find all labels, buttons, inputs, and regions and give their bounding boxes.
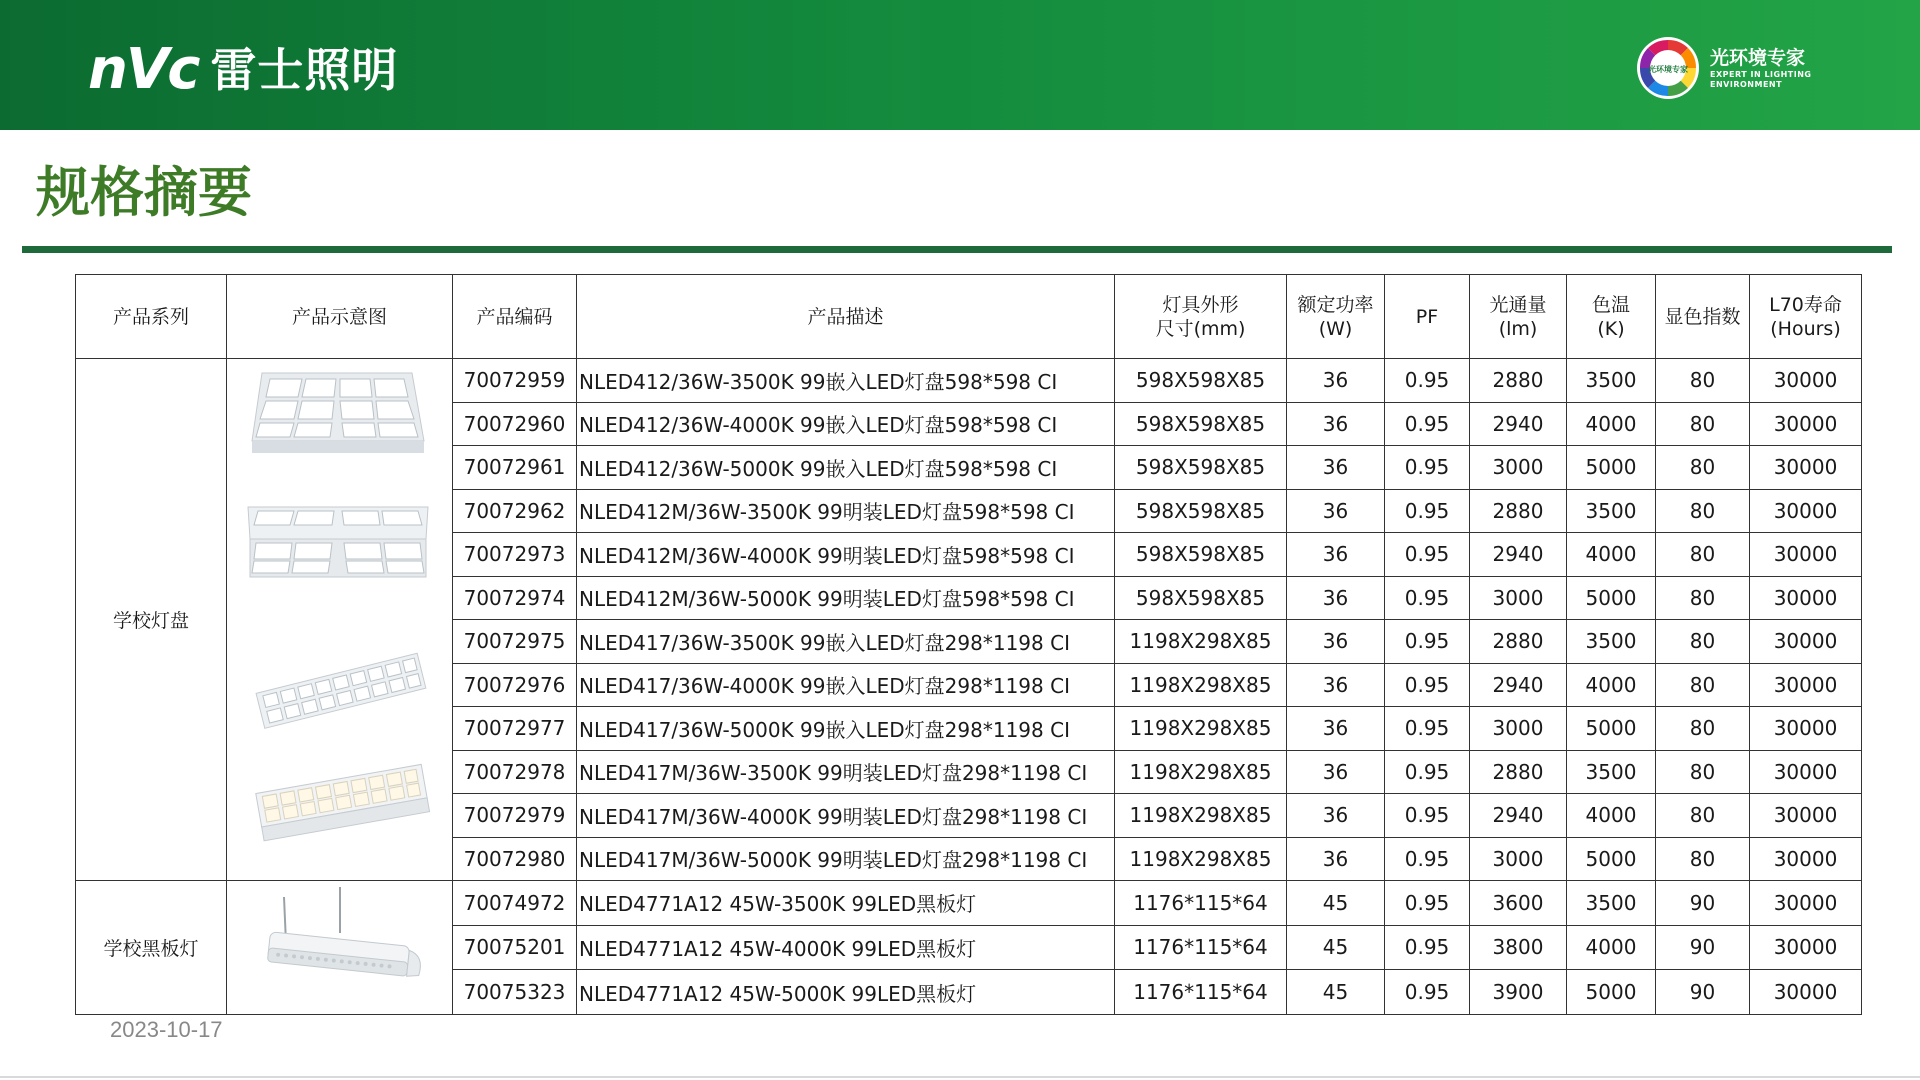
cell-description: NLED4771A12 45W-3500K 99LED黑板灯 — [577, 881, 1115, 926]
cell-dimensions: 1176*115*64 — [1115, 881, 1287, 926]
cell-life: 30000 — [1750, 620, 1862, 664]
expert-en-line1: EXPERT IN LIGHTING — [1710, 70, 1812, 79]
cell-description: NLED412M/36W-4000K 99明装LED灯盘598*598 CI — [577, 533, 1115, 577]
cell-series: 学校灯盘 — [76, 359, 227, 881]
cell-life: 30000 — [1750, 794, 1862, 838]
cell-flux: 3000 — [1470, 707, 1567, 751]
cell-flux: 2940 — [1470, 794, 1567, 838]
cell-code: 70072977 — [453, 707, 577, 751]
cell-cct: 3500 — [1567, 489, 1656, 533]
cell-cct: 4000 — [1567, 925, 1656, 970]
bottom-divider — [0, 1076, 1920, 1078]
cell-dimensions: 1176*115*64 — [1115, 970, 1287, 1015]
cell-cct: 4000 — [1567, 794, 1656, 838]
cell-code: 70072976 — [453, 663, 577, 707]
cell-dimensions: 1198X298X85 — [1115, 837, 1287, 881]
cell-life: 30000 — [1750, 707, 1862, 751]
table-row — [76, 359, 1862, 403]
title-divider — [22, 246, 1892, 253]
product-images-panels — [227, 359, 452, 880]
cell-cri: 90 — [1656, 970, 1750, 1015]
cell-power: 36 — [1287, 663, 1385, 707]
cell-description: NLED412/36W-3500K 99嵌入LED灯盘598*598 CI — [577, 359, 1115, 403]
cell-life: 30000 — [1750, 489, 1862, 533]
cell-power: 45 — [1287, 970, 1385, 1015]
cell-life: 30000 — [1750, 402, 1862, 446]
cell-life: 30000 — [1750, 533, 1862, 577]
cell-pf: 0.95 — [1385, 489, 1470, 533]
cell-cri: 80 — [1656, 620, 1750, 664]
cell-dimensions: 1198X298X85 — [1115, 794, 1287, 838]
cell-flux: 3600 — [1470, 881, 1567, 926]
footer-date: 2023-10-17 — [110, 1017, 223, 1042]
header-description: 产品描述 — [577, 275, 1115, 359]
cell-pf: 0.95 — [1385, 446, 1470, 490]
cell-dimensions: 1198X298X85 — [1115, 750, 1287, 794]
cell-description: NLED412/36W-5000K 99嵌入LED灯盘598*598 CI — [577, 446, 1115, 490]
cell-life: 30000 — [1750, 446, 1862, 490]
cell-cct: 5000 — [1567, 446, 1656, 490]
cell-life: 30000 — [1750, 359, 1862, 403]
cell-life: 30000 — [1750, 837, 1862, 881]
cell-pf: 0.95 — [1385, 750, 1470, 794]
cell-description: NLED417/36W-4000K 99嵌入LED灯盘298*1198 CI — [577, 663, 1115, 707]
cell-pf: 0.95 — [1385, 881, 1470, 926]
cell-flux: 3000 — [1470, 446, 1567, 490]
cell-cct: 5000 — [1567, 970, 1656, 1015]
header-power: 额定功率 (W) — [1287, 275, 1385, 359]
cell-pf: 0.95 — [1385, 837, 1470, 881]
cell-power: 36 — [1287, 446, 1385, 490]
cell-power: 36 — [1287, 489, 1385, 533]
cell-code: 70075323 — [453, 970, 577, 1015]
header-image: 产品示意图 — [227, 275, 453, 359]
brand-name: 雷士照明 — [210, 43, 399, 97]
cell-description: NLED412M/36W-3500K 99明装LED灯盘598*598 CI — [577, 489, 1115, 533]
cell-code: 70072962 — [453, 489, 577, 533]
cell-pf: 0.95 — [1385, 359, 1470, 403]
cell-cct: 3500 — [1567, 359, 1656, 403]
cell-code: 70072973 — [453, 533, 577, 577]
header-series: 产品系列 — [76, 275, 227, 359]
cell-cct: 4000 — [1567, 663, 1656, 707]
cell-flux: 3000 — [1470, 837, 1567, 881]
cell-pf: 0.95 — [1385, 533, 1470, 577]
nvc-logo: nVc — [88, 37, 199, 102]
cell-cct: 4000 — [1567, 402, 1656, 446]
cell-cri: 80 — [1656, 663, 1750, 707]
cell-cri: 80 — [1656, 750, 1750, 794]
cell-life: 30000 — [1750, 881, 1862, 926]
cell-cct: 4000 — [1567, 533, 1656, 577]
cell-flux: 2940 — [1470, 402, 1567, 446]
cell-cri: 80 — [1656, 402, 1750, 446]
cell-power: 36 — [1287, 794, 1385, 838]
cell-cct: 5000 — [1567, 576, 1656, 620]
cell-code: 70072959 — [453, 359, 577, 403]
cell-power: 36 — [1287, 620, 1385, 664]
cell-pf: 0.95 — [1385, 925, 1470, 970]
cell-life: 30000 — [1750, 925, 1862, 970]
panel-light-images — [228, 359, 452, 875]
long-panel-image — [256, 653, 426, 728]
cell-power: 36 — [1287, 750, 1385, 794]
long-surface-panel-image — [255, 764, 429, 840]
cell-pf: 0.95 — [1385, 663, 1470, 707]
cell-code: 70072978 — [453, 750, 577, 794]
cell-dimensions: 598X598X85 — [1115, 446, 1287, 490]
cell-cri: 80 — [1656, 837, 1750, 881]
cell-dimensions: 1176*115*64 — [1115, 925, 1287, 970]
cell-dimensions: 598X598X85 — [1115, 576, 1287, 620]
cell-power: 36 — [1287, 707, 1385, 751]
product-image-blackboard — [227, 881, 452, 1014]
cell-description: NLED417/36W-5000K 99嵌入LED灯盘298*1198 CI — [577, 707, 1115, 751]
expert-cn-label: 光环境专家 — [1710, 47, 1806, 69]
cell-life: 30000 — [1750, 663, 1862, 707]
cell-code: 70072980 — [453, 837, 577, 881]
header-cri: 显色指数 — [1656, 275, 1750, 359]
table-header-row — [76, 275, 1862, 359]
cell-code: 70072974 — [453, 576, 577, 620]
cell-power: 36 — [1287, 576, 1385, 620]
cell-code: 70072961 — [453, 446, 577, 490]
cell-dimensions: 1198X298X85 — [1115, 620, 1287, 664]
header-life: L70寿命 (Hours) — [1750, 275, 1862, 359]
cell-flux: 3000 — [1470, 576, 1567, 620]
cell-description: NLED4771A12 45W-5000K 99LED黑板灯 — [577, 970, 1115, 1015]
cell-dimensions: 598X598X85 — [1115, 489, 1287, 533]
header-cct: 色温 (K) — [1567, 275, 1656, 359]
cell-dimensions: 598X598X85 — [1115, 359, 1287, 403]
expert-text — [1710, 46, 1812, 90]
cell-cri: 80 — [1656, 794, 1750, 838]
cell-power: 45 — [1287, 881, 1385, 926]
cell-cri: 80 — [1656, 489, 1750, 533]
cell-description: NLED412/36W-4000K 99嵌入LED灯盘598*598 CI — [577, 402, 1115, 446]
cell-cri: 80 — [1656, 533, 1750, 577]
cell-product-image — [227, 359, 453, 881]
cell-pf: 0.95 — [1385, 620, 1470, 664]
brand-logo[interactable] — [88, 37, 399, 102]
cell-flux: 2940 — [1470, 533, 1567, 577]
cell-code: 70072975 — [453, 620, 577, 664]
cell-flux: 2880 — [1470, 750, 1567, 794]
cell-cct: 3500 — [1567, 881, 1656, 926]
square-panel-image — [252, 373, 424, 453]
cell-product-image — [227, 881, 453, 1015]
cell-description: NLED417M/36W-5000K 99明装LED灯盘298*1198 CI — [577, 837, 1115, 881]
cell-cct: 3500 — [1567, 750, 1656, 794]
cell-pf: 0.95 — [1385, 402, 1470, 446]
cell-cri: 80 — [1656, 359, 1750, 403]
cell-flux: 2880 — [1470, 489, 1567, 533]
table-body — [76, 359, 1862, 1015]
cell-dimensions: 1198X298X85 — [1115, 707, 1287, 751]
cell-power: 36 — [1287, 359, 1385, 403]
header-pf: PF — [1385, 275, 1470, 359]
cell-pf: 0.95 — [1385, 794, 1470, 838]
cell-description: NLED417M/36W-4000K 99明装LED灯盘298*1198 CI — [577, 794, 1115, 838]
spec-table — [75, 274, 1862, 1015]
page-title: 规格摘要 — [36, 161, 252, 224]
cell-life: 30000 — [1750, 750, 1862, 794]
cell-code: 70074972 — [453, 881, 577, 926]
cell-flux: 3800 — [1470, 925, 1567, 970]
cell-cri: 80 — [1656, 707, 1750, 751]
header-banner — [0, 0, 1920, 130]
cell-cri: 80 — [1656, 446, 1750, 490]
cell-description: NLED417M/36W-3500K 99明装LED灯盘298*1198 CI — [577, 750, 1115, 794]
cell-flux: 2880 — [1470, 359, 1567, 403]
cell-life: 30000 — [1750, 576, 1862, 620]
header-flux: 光通量 (lm) — [1470, 275, 1567, 359]
cell-power: 45 — [1287, 925, 1385, 970]
cell-life: 30000 — [1750, 970, 1862, 1015]
cell-code: 70072960 — [453, 402, 577, 446]
cell-dimensions: 598X598X85 — [1115, 402, 1287, 446]
cell-pf: 0.95 — [1385, 576, 1470, 620]
cell-power: 36 — [1287, 402, 1385, 446]
cell-pf: 0.95 — [1385, 970, 1470, 1015]
cell-cct: 5000 — [1567, 837, 1656, 881]
cell-flux: 3900 — [1470, 970, 1567, 1015]
cell-cri: 90 — [1656, 925, 1750, 970]
table-row — [76, 881, 1862, 926]
cell-cri: 80 — [1656, 576, 1750, 620]
cell-description: NLED4771A12 45W-4000K 99LED黑板灯 — [577, 925, 1115, 970]
expert-badge-group — [1636, 36, 1812, 100]
cell-code: 70075201 — [453, 925, 577, 970]
blackboard-light-image — [228, 881, 452, 1009]
cell-dimensions: 1198X298X85 — [1115, 663, 1287, 707]
svg-text:光环境专家: 光环境专家 — [1648, 65, 1688, 74]
cell-code: 70072979 — [453, 794, 577, 838]
cell-power: 36 — [1287, 837, 1385, 881]
cell-description: NLED417/36W-3500K 99嵌入LED灯盘298*1198 CI — [577, 620, 1115, 664]
cell-description: NLED412M/36W-5000K 99明装LED灯盘598*598 CI — [577, 576, 1115, 620]
cell-series: 学校黑板灯 — [76, 881, 227, 1015]
expert-en-line2: ENVIRONMENT — [1710, 80, 1783, 89]
header-dimensions: 灯具外形 尺寸(mm) — [1115, 275, 1287, 359]
cell-power: 36 — [1287, 533, 1385, 577]
cell-dimensions: 598X598X85 — [1115, 533, 1287, 577]
cell-cct: 5000 — [1567, 707, 1656, 751]
square-surface-panel-image — [248, 507, 428, 577]
cell-pf: 0.95 — [1385, 707, 1470, 751]
cell-flux: 2880 — [1470, 620, 1567, 664]
rainbow-badge-icon — [1636, 36, 1700, 100]
cell-cct: 3500 — [1567, 620, 1656, 664]
cell-cri: 90 — [1656, 881, 1750, 926]
header-code: 产品编码 — [453, 275, 577, 359]
cell-flux: 2940 — [1470, 663, 1567, 707]
